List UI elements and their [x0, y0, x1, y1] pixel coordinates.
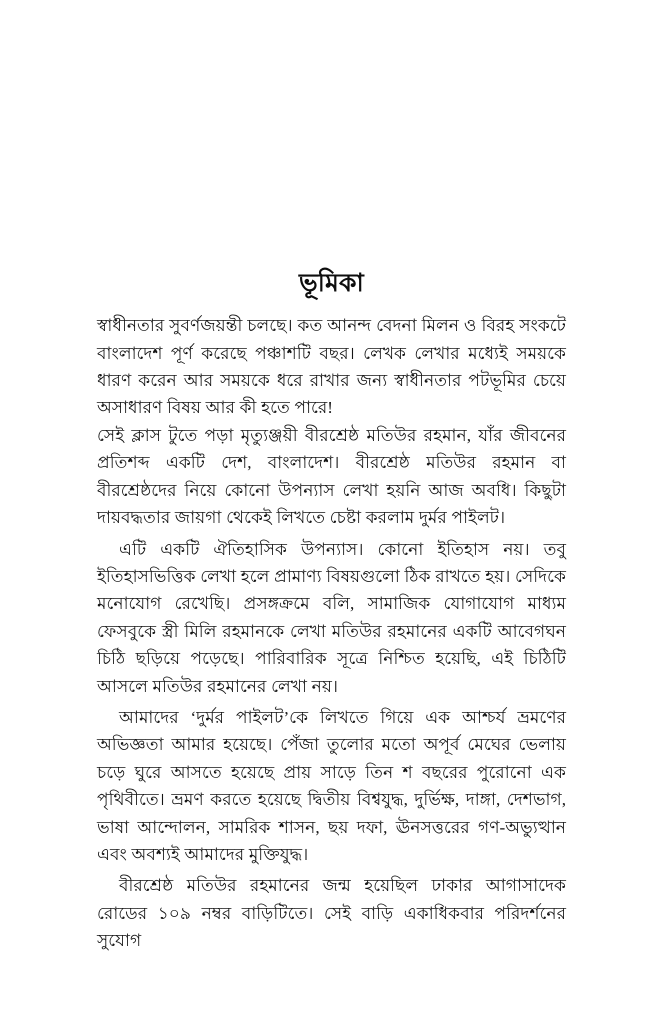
page-text-block: [97, 268, 566, 955]
paragraph-2: সেই ক্লাস টুতে পড়া মৃত্যুঞ্জয়ী বীরশ্রেষ্ঠ মতিউর রহমান, যাঁর জীবনের প্রতিশব্দ একটি দেশ, বাংলাদেশ। বীরশ্রেষ্ঠ মতিউর রহমান বা বীরশ্রেষ্ঠদের নিয়ে কোনো উপন্যাস লেখা হয়নি আজ অবধি। কিছুটা দায়বদ্ধতার জায়গা থেকেই লিখতে চেষ্টা করলাম দুর্মর পাইলট।: [97, 425, 566, 528]
paragraph-1: স্বাধীনতার সুবর্ণজয়ন্তী চলছে। কত আনন্দ বেদনা মিলন ও বিরহ সংকটে বাংলাদেশ পূর্ণ করেছে পঞ্চাশটি বছর। লেখক লেখার মধ্যেই সময়কে ধারণ করেন আর সময়কে ধরে রাখার জন্য স্বাধীনতার পটভূমির চেয়ে অসাধারণ বিষয় আর কী হতে পারে!: [97, 316, 566, 418]
paragraph-3: এটি একটি ঐতিহাসিক উপন্যাস। কোনো ইতিহাস নয়। তবু ইতিহাসভিত্তিক লেখা হলে প্রামাণ্য বিষয়গুলো ঠিক রাখতে হয়। সেদিকে মনোযোগ রেখেছি। প্রসঙ্গক্রমে বলি, সামাজিক যোগাযোগ মাধ্যম ফেসবুকে স্ত্রী মিলি রহমানকে লেখা মতিউর রহমানের একটি আবেগঘন চিঠি ছড়িয়ে পড়েছে। পারিবারিক সূত্রে নিশ্চিত হয়েছি, এই চিঠিটি আসলে মতিউর রহমানের লেখা নয়।: [97, 539, 566, 696]
paragraph-5: বীরশ্রেষ্ঠ মতিউর রহমানের জন্ম হয়েছিল ঢাকার আগাসাদেক রোডের ১০৯ নম্বর বাড়িটিতে। সেই বাড়ি একাধিকবার পরিদর্শনের সুযোগ: [97, 876, 566, 951]
page-title: ভূমিকা: [298, 270, 364, 297]
paragraph-4: আমাদের ‘দুর্মর পাইলট’কে লিখতে গিয়ে এক আশ্চর্য ভ্রমণের অভিজ্ঞতা আমার হয়েছে। পেঁজা তুলোর মতো অপূর্ব মেঘের ভেলায় চড়ে ঘুরে আসতে হয়েছে প্রায় সাড়ে তিন শ বছরের পুরোনো এক পৃথিবীতে। ভ্রমণ করতে হয়েছে দ্বিতীয় বিশ্বযুদ্ধ, দুর্ভিক্ষ, দাঙ্গা, দেশভাগ, ভাষা আন্দোলন, সামরিক শাসন, ছয় দফা, ঊনসত্তরের গণ-অভ্যুত্থান এবং অবশ্যই আমাদের মুক্তিযুদ্ধ।: [97, 707, 566, 864]
